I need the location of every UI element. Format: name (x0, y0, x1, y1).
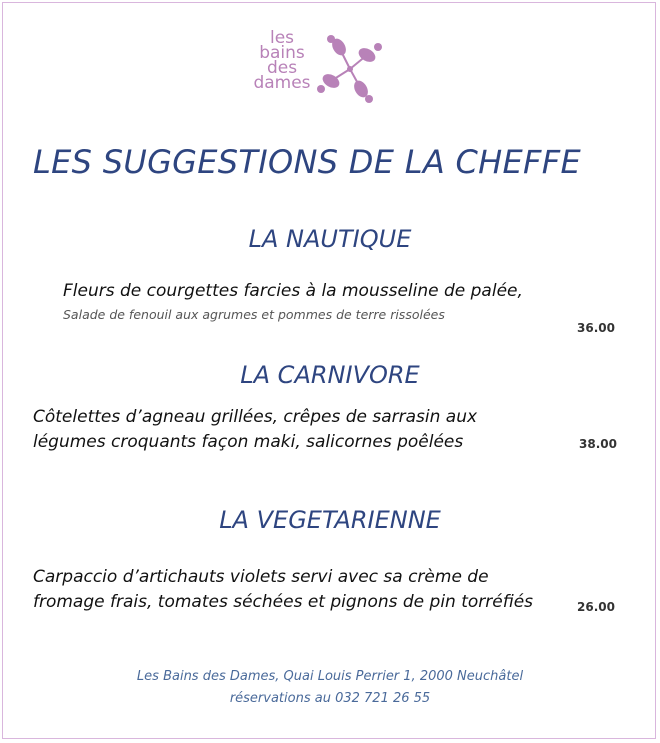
section-heading-nautique: LA NAUTIQUE (248, 225, 412, 253)
brand-logo (253, 28, 393, 109)
price: 26.00 (577, 600, 615, 614)
price: 36.00 (577, 321, 615, 335)
bathers-icon (315, 33, 385, 105)
dish-name: fromage frais, tomates séchées et pignons de pin torréfiés (33, 592, 534, 612)
dish-name: Fleurs de courgettes farcies à la mousseline de palée, (63, 281, 523, 301)
footer-address: Les Bains des Dames, Quai Louis Perrier 1, 2000 Neuchâtel (136, 669, 524, 684)
dish-name: Carpaccio d’artichauts violets servi avec sa crème de (33, 567, 489, 587)
logo-wordmark (253, 28, 311, 93)
dish-name: légumes croquants façon maki, salicornes poêlées (33, 432, 464, 452)
logo-line: les (269, 28, 295, 48)
logo-line: bains (259, 43, 305, 63)
page-title: LES SUGGESTIONS DE LA CHEFFE (33, 143, 581, 181)
section-heading-vegetarienne: LA VEGETARIENNE (219, 506, 441, 534)
price: 38.00 (579, 437, 617, 451)
footer-reservations: réservations au 032 721 26 55 (229, 691, 431, 706)
menu-page (2, 2, 656, 739)
section-heading-carnivore: LA CARNIVORE (240, 361, 420, 389)
logo-line: des (266, 58, 298, 78)
dish-subtitle: Salade de fenouil aux agrumes et pommes de terre rissolées (63, 307, 445, 322)
dish-name: Côtelettes d’agneau grillées, crêpes de sarrasin aux (33, 407, 478, 427)
logo-line: dames (253, 73, 311, 93)
